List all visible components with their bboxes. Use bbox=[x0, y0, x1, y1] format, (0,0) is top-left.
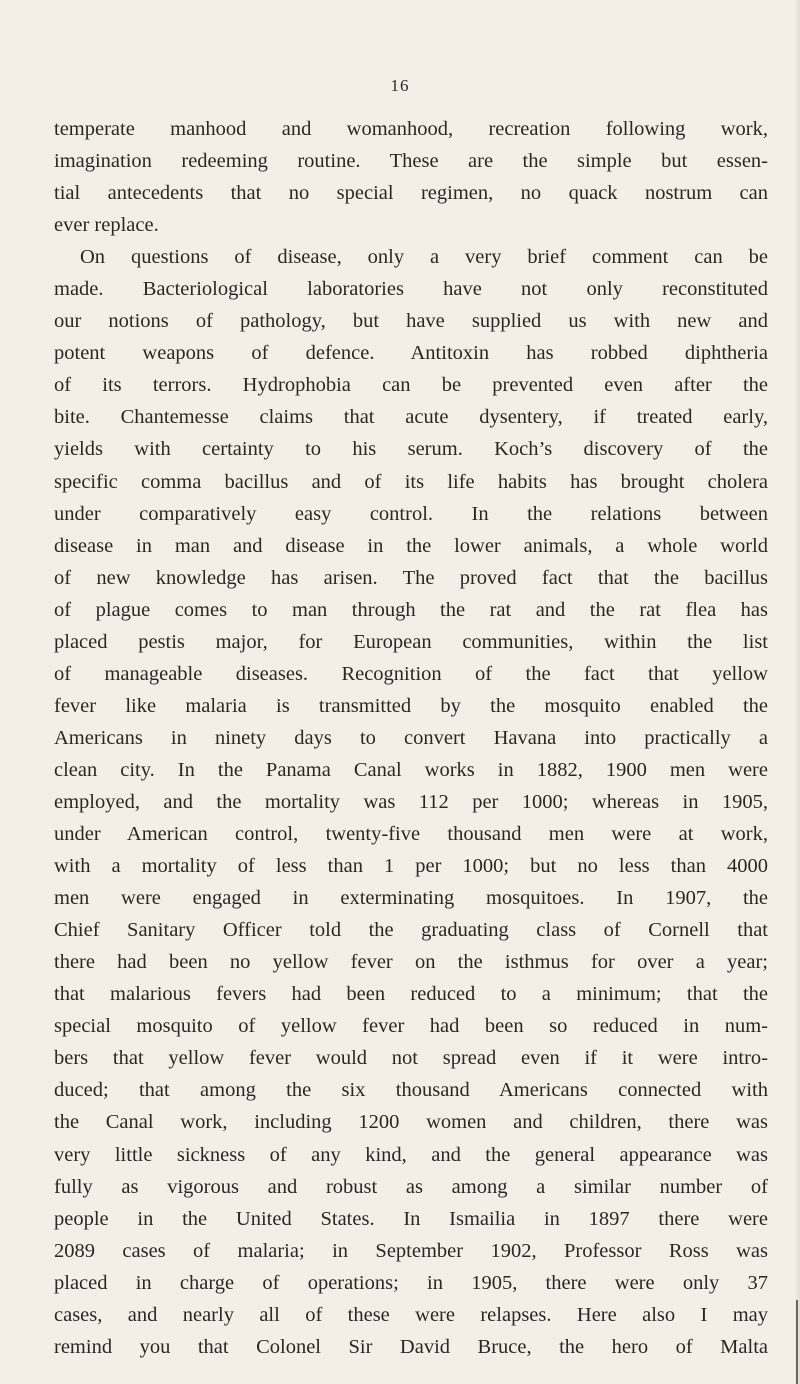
page-edge-shadow bbox=[794, 0, 800, 1384]
text-line: of manageable diseases. Recognition of the fact that yellow bbox=[54, 662, 768, 685]
text-line: employed, and the mortality was 112 per 1000; whereas in 1905, bbox=[54, 790, 768, 813]
text-line: there had been no yellow fever on the isthmus for over a year; bbox=[54, 951, 768, 974]
text-line: fever like malaria is transmitted by the mosquito enabled the bbox=[54, 694, 768, 717]
text-line: bers that yellow fever would not spread even if it were intro- bbox=[54, 1047, 768, 1070]
text-line: with a mortality of less than 1 per 1000; but no less than 4000 bbox=[54, 855, 768, 878]
text-line: ever replace. bbox=[54, 214, 159, 237]
text-line: of new knowledge has arisen. The proved fact that the bacillus bbox=[54, 566, 768, 589]
text-line: yields with certainty to his serum. Koch’s discovery of the bbox=[54, 438, 768, 461]
text-line: people in the United States. In Ismailia in 1897 there were bbox=[54, 1207, 768, 1230]
text-line: disease in man and disease in the lower animals, a whole world bbox=[54, 534, 768, 557]
text-line: placed in charge of operations; in 1905, there were only 37 bbox=[54, 1271, 768, 1294]
text-line: placed pestis major, for European communities, within the list bbox=[54, 630, 768, 653]
page-number: 16 bbox=[390, 76, 410, 95]
body-text bbox=[54, 113, 768, 1363]
page-edge-mark bbox=[796, 1300, 798, 1384]
text-line: temperate manhood and womanhood, recreation following work, bbox=[54, 118, 768, 140]
text-line: under comparatively easy control. In the relations between bbox=[54, 502, 768, 525]
text-line: cases, and nearly all of these were relapses. Here also I may bbox=[54, 1303, 768, 1326]
text-line: 2089 cases of malaria; in September 1902, Professor Ross was bbox=[54, 1239, 768, 1262]
text-line: special mosquito of yellow fever had been so reduced in num- bbox=[54, 1015, 768, 1038]
text-line: very little sickness of any kind, and the general appearance was bbox=[54, 1143, 768, 1166]
text-line: men were engaged in exterminating mosquitoes. In 1907, the bbox=[54, 887, 768, 910]
text-line: clean city. In the Panama Canal works in 1882, 1900 men were bbox=[54, 758, 768, 781]
text-line: of its terrors. Hydrophobia can be prevented even after the bbox=[54, 374, 768, 397]
text-line: the Canal work, including 1200 women and children, there was bbox=[54, 1111, 768, 1134]
text-line: remind you that Colonel Sir David Bruce, the hero of Malta bbox=[54, 1335, 768, 1358]
text-line: fully as vigorous and robust as among a similar number of bbox=[54, 1175, 768, 1198]
text-line: duced; that among the six thousand Americans connected with bbox=[54, 1079, 768, 1102]
text-line: specific comma bacillus and of its life habits has brought cholera bbox=[54, 470, 768, 493]
text-line: potent weapons of defence. Antitoxin has robbed diphtheria bbox=[54, 342, 768, 365]
text-line: On questions of disease, only a very brief comment can be bbox=[80, 246, 768, 269]
text-line: Chief Sanitary Officer told the graduating class of Cornell that bbox=[54, 919, 768, 942]
text-line: of plague comes to man through the rat and the rat flea has bbox=[54, 598, 768, 621]
text-line: that malarious fevers had been reduced to a minimum; that the bbox=[54, 983, 768, 1006]
text-line: under American control, twenty-five thousand men were at work, bbox=[54, 823, 768, 846]
text-line: our notions of pathology, but have supplied us with new and bbox=[54, 310, 768, 333]
text-line: made. Bacteriological laboratories have not only reconstituted bbox=[54, 278, 768, 301]
text-line: Americans in ninety days to convert Havana into practically a bbox=[54, 726, 768, 749]
text-line: tial antecedents that no special regimen, no quack nostrum can bbox=[54, 182, 768, 205]
text-line: bite. Chantemesse claims that acute dysentery, if treated early, bbox=[54, 406, 768, 429]
text-line: imagination redeeming routine. These are the simple but essen- bbox=[54, 150, 768, 173]
